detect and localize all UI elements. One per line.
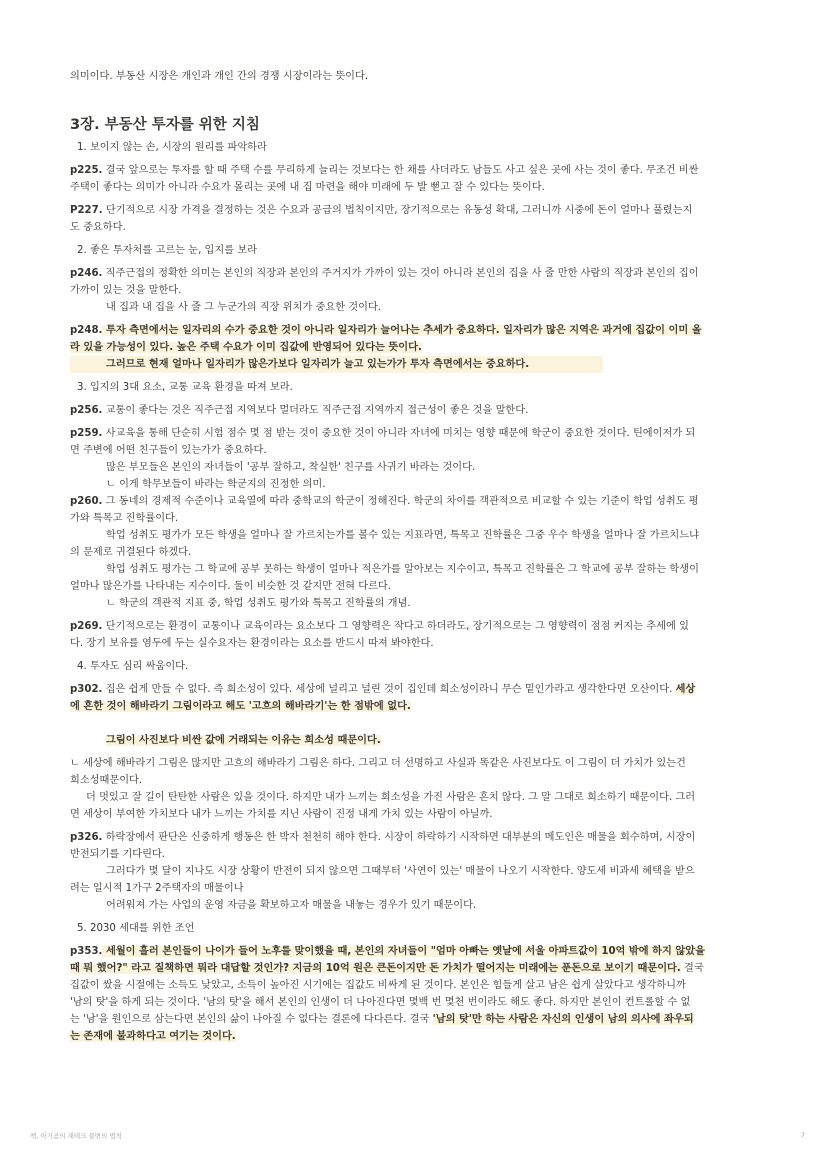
note-p326: p326. 하락장에서 판단은 신중하게 행동은 한 박자 천천히 해야 한다. 시장이 하락하기 시작하면 대부분의 메도인은 매물을 회수하며, 시장이: [70, 832, 696, 843]
note-text: ㄴ 세상에 해바라기 그림은 많지만 고흐의 해바라기 그림은 하다. 그리고 더 선명하고 사실과 똑같은 사진보다도 이 그림이 더 가치가 있는건: [70, 758, 686, 769]
note-text: 많은 부모들은 본인의 자녀들이 '공부 잘하고, 착실한' 친구를 사귀기 바라는 것이다.: [106, 462, 476, 473]
note-text: 의 문제로 귀결된다 하겠다.: [70, 547, 192, 558]
note-p302: p302. 집은 쉽게 만들 수 없다. 즉 희소성이 있다. 세상에 널리고 널린 것이 집인데 희소성이라니 무슨 밑인가라고 생각한다면 오산이다. 세상: [70, 684, 696, 695]
note-text: 얼마나 많은가를 나타내는 지수이다. 둘이 비슷한 것 같지만 전혀 다르다.: [70, 581, 392, 592]
note-text: ㄴ 이게 학무보들이 바라는 학군지의 진정한 의미.: [106, 479, 326, 490]
section-heading-1: 1. 보이지 않는 손, 시장의 원리를 파악하라: [77, 142, 267, 153]
note-text: 가까이 있는 것을 말한다.: [70, 285, 182, 296]
note-text: ㄴ 학군의 객관적 지표 중, 학업 성취도 평가와 특목고 진학률의 개념.: [106, 598, 411, 609]
note-text: 주택이 좋다는 의미가 아니라 수요가 몰리는 곳에 내 집 마련을 해야 미래에 두 발 뻗고 잘 수 있다는 뜻이다.: [70, 182, 545, 193]
note-text-highlight: 라 있을 가능성이 있다. 높은 주택 수요가 이미 집값에 반영되어 있다는 뜻이다.: [70, 342, 422, 353]
note-p246: p246. 직주근접의 정확한 의미는 본인의 직장과 본인의 주거지가 가까이 있는 것이 아니라 본인의 집을 사 줄 만한 사람의 직장과 본인의 집이: [70, 268, 699, 279]
note-text: 내 집과 내 집을 사 줄 그 누군가의 직장 위치가 중요한 것이다.: [106, 302, 382, 313]
note-text: 면 세상이 부여한 가치보다 내가 느끼는 가치를 지닌 사람이 진정 내게 가치 있는 사람이 아닐까.: [70, 809, 493, 820]
note-text: 려는 일시적 1가구 2주택자의 매물이나: [70, 883, 244, 894]
section-heading-2: 2. 좋은 투자처를 고르는 눈, 입지를 보라: [77, 245, 258, 256]
note-text: 다. 장기 보유를 염두에 두는 실수요자는 환경이라는 요소를 반드시 따져 봐야한다.: [70, 638, 434, 649]
note-text: 가와 특목고 진학률이다.: [70, 513, 179, 524]
page-number: 7: [800, 1131, 805, 1139]
note-text: 집값이 쌌을 시절에는 소득도 낮았고, 소득이 높아진 시기에는 집값도 비싸게 된 것이다. 본인은 힘들게 살고 남은 쉽게 살았다고 생각하니까: [70, 980, 686, 991]
chapter-title: 3장. 부동산 투자를 위한 지침: [70, 117, 260, 133]
note-text-highlight: 때 뭐 했어?" 라고 질책하면 뭐라 대답할 것인가? 지금의 10억 원은 큰돈이지만 돈 가치가 떨어지는 미래에는 푼돈으로 보이기 때문이다.: [70, 963, 681, 974]
note-p353: p353. 세월이 흘러 본인들이 나이가 들어 노후를 맞이했을 때, 본인의 자녀들이 "엄마 아빠는 옛날에 서울 아파트값이 10억 밖에 하지 않았을: [70, 946, 705, 957]
note-p259: p259. 사교육을 통해 단순히 시험 점수 몇 점 받는 것이 중요한 것이 아니라 자녀에 미치는 영향 때문에 학군이 중요한 것이다. 틴에이저가 되: [70, 428, 696, 439]
note-p248: p248. 투자 측면에서는 일자리의 수가 중요한 것이 아니라 일자리가 늘어나는 추세가 중요하다. 일자리가 많은 지역은 과거에 집값이 이미 올: [70, 325, 702, 336]
note-p269: p269. 단기적으로는 환경이 교통이나 교육이라는 요소보다 그 영향력은 작다고 하더라도, 장기적으로는 그 영향력이 점점 커지는 추세에 있: [70, 621, 689, 632]
note-text-highlight: 그러므로 현재 얼마나 일자리가 많은가보다 일자리가 늘고 있는가가 투자 측면에서는 중요하다.: [70, 356, 603, 373]
footer-book-title: 책, 아기곰의 재테크 불변의 법칙: [30, 1132, 122, 1140]
note-text: 그러다가 몇 달이 지나도 시장 상황이 반전이 되지 않으면 그때부터 '사연이 있는' 매물이 나오기 시작한다. 양도세 비과세 혜택을 받으: [106, 866, 695, 877]
note-text: 희소성때문이다.: [70, 775, 143, 786]
note-text: 학업 성취도 평가가 모든 학생을 얼마나 잘 가르치는가를 볼수 있는 지표라면, 특목고 진학률은 그중 우수 학생을 얼마나 잘 가르치느냐: [106, 530, 699, 541]
note-text: 반전되기를 기다린다.: [70, 849, 166, 860]
note-p225: p225. 결국 앞으로는 투자를 할 때 주택 수를 무리하게 늘리는 것보다는 한 채를 사더라도 남들도 사고 싶은 곳에 사는 것이 좋다. 무조건 비싼: [70, 165, 699, 176]
note-text: 도 중요하다.: [70, 222, 126, 233]
note-p227: P227. 단기적으로 시장 가격을 결정하는 것은 수요과 공급의 법칙이지만, 장기적으로는 유동성 확대, 그러니까 시중에 돈이 얼마나 풀렸는지: [70, 205, 693, 216]
note-p256: p256. 교통이 좋다는 것은 직주근접 지역보다 멀더라도 직주근접 지역까지 접근성이 좋은 것을 말한다.: [70, 405, 529, 416]
note-p260: p260. 그 동네의 경제적 수준이나 교육열에 따라 중학교의 학군이 정해진다. 학군의 차이를 객관적으로 비교할 수 있는 기준이 학업 성취도 평: [70, 496, 699, 507]
note-text: 면 주변에 어떤 친구들이 있는가가 중요하다.: [70, 445, 267, 456]
section-heading-5: 5. 2030 세대를 위한 조언: [77, 923, 195, 934]
section-heading-4: 4. 투자도 심리 싸움이다.: [77, 661, 189, 672]
note-text: 는 '남'을 원인으로 삼는다면 본인의 삶이 나아질 수 없다는 결론에 다다른다. 결국: [70, 1014, 433, 1025]
note-text-highlight: 는 존재에 불과하다고 여기는 것이다.: [70, 1031, 236, 1042]
paragraph: 의미이다. 부동산 시장은 개인과 개인 간의 경쟁 시장이라는 뜻이다.: [70, 71, 369, 82]
document-body: 의미이다. 부동산 시장은 개인과 개인 간의 경쟁 시장이라는 뜻이다. 3장. 부동산 투자를 위한 지침 1. 보이지 않는 손, 시장의 원리를 파악하라 p225. 결국 앞으로는 투자를 할 때 주택 수를 무리하게 늘리는 것보다는 한 채를 사더라도 남들도 사고 싶은 곳에 사는 것이 좋다. 무조건 비싼 주택이 좋다는 의미가 아니라 수요가 몰리는 곳에 내 집 마련을 해야 미래에 두 발 뻗고 잘 수 있다는 뜻이다. P227. 단기적으로 시장 가격을 결정하는 것은 수요과 공급의 법칙이지만, 장기적으로는 유동성 확대, 그러니까 시중에 돈이 얼마나 풀렸는지 도 중요하다. 2. 좋은 투자처를 고르는 눈, 입지를 보라 p246. 직주근접의 정확한 의미는 본인의 직장과 본인의 주거지가 가까이 있는 것이 아니라 본인의 집을 사 줄 만한 사람의 직장과 본인의 집이 가까이 있는 것을 말한다. 내 집과 내 집을 사 줄 그 누군가의 직장 위치가 중요한 것이다. p248. 투자 측면에서는 일자리의 수가 중요한 것이 아니라 일자리가 늘어나는 추세가 중요하다. 일자리가 많은 지역은 과거에 집값이 이미 올 라 있을 가능성이 있다. 높은 주택 수요가 이미 집값에 반영되어 있다는 뜻이다. 그러므로 현재 얼마나 일자리가 많은가보다 일자리가 늘고 있는가가 투자 측면에서는 중요하다. 3. 입지의 3대 요소, 교통 교육 환경을 따져 보라. p256. 교통이 좋다는 것은 직주근접 지역보다 멀더라도 직주근접 지역까지 접근성이 좋은 것을 말한다. p259. 사교육을 통해 단순히 시험 점수 몇 점 받는 것이 중요한 것이 아니라 자녀에 미치는 영향 때문에 학군이 중요한 것이다. 틴에이저가 되 면 주변에 어떤 친구들이 있는가가 중요하다. 많은 부모들은 본인의 자녀들이 '공부 잘하고, 착실한' 친구를 사귀기 바라는 것이다. ㄴ 이게 학무보들이 바라는 학군지의 진정한 의미. p260. 그 동네의 경제적 수준이나 교육열에 따라 중학교의 학군이 정해진다. 학군의 차이를 객관적으로 비교할 수 있는 기준이 학업 성취도 평 가와 특목고 진학률이다. 학업 성취도 평가가 모든 학생을 얼마나 잘 가르치는가를 볼수 있는 지표라면, 특목고 진학률은 그중 우수 학생을 얼마나 잘 가르치느냐 의 문제로 귀결된다 하겠다. 학업 성취도 평가는 그 학교에 공부 못하는 학생이 얼마나 적은가를 알아보는 지수이고, 특목고 진학률은 그 학교에 공부 잘하는 학생이 얼마나 많은가를 나타내는 지수이다. 둘이 비슷한 것 같지만 전혀 다르다. ㄴ 학군의 객관적 지표 중, 학업 성취도 평가와 특목고 진학률의 개념. p269. 단기적으로는 환경이 교통이나 교육이라는 요소보다 그 영향력은 작다고 하더라도, 장기적으로는 그 영향력이 점점 커지는 추세에 있 다. 장기 보유를 염두에 두는 실수요자는 환경이라는 요소를 반드시 따져 봐야한다. 4. 투자도 심리 싸움이다. p302. 집은 쉽게 만들 수 없다. 즉 희소성이 있다. 세상에 널리고 널린 것이 집인데 희소성이라니 무슨 밑인가라고 생각한다면 오산이다. 세상 에 흔한 것이 해바라기 그림이라고 해도 '고흐의 해바라기'는 한 점밖에 없다. 그림이 사진보다 비싼 값에 거래되는 이유는 희소성 때문이다. ㄴ 세상에 해바라기 그림은 많지만 고흐의 해바라기 그림은 하다. 그리고 더 선명하고 사실과 똑같은 사진보다도 이 그림이 더 가치가 있는건 희소성때문이다. 더 멋있고 잘 길이 탄탄한 사람은 있을 것이다. 하지만 내가 느끼는 희소성을 가진 사람은 흔치 않다. 그 말 그대로 희소하기 때문이다. 그러 면 세상이 부여한 가치보다 내가 느끼는 가치를 지닌 사람이 진정 내게 가치 있는 사람이 아닐까. p326. 하락장에서 판단은 신중하게 행동은 한 박자 천천히 해야 한다. 시장이 하락하기 시작하면 대부분의 메도인은 매물을 회수하며, 시장이 반전되기를 기다린다. 그러다가 몇 달이 지나도 시장 상황이 반전이 되지 않으면 그때부터 '사연이 있는' 매물이 나오기 시작한다. 양도세 비과세 혜택을 받으 려는 일시적 1가구 2주택자의 매물이나 어려워져 가는 사업의 운영 자금을 확보하고자 매물을 내놓는 경우가 있기 때문이다. 5. 2030 세대를 위한 조언 p353. 세월이 흘러 본인들이 나이가 들어 노후를 맞이했을 때, 본인의 자녀들이 "엄마 아빠는 옛날에 서울 아파트값이 10억 밖에 하지 않았을 때 뭐 했어?" 라고 질책하면 뭐라 대답할 것인가? 지금의 10억 원은 큰돈이지만 돈 가치가 떨어지는 미래에는 푼돈으로 보이기 때문이다. 결국 집값이 쌌을 시절에는 소득도 낮았고, 소득이 높아진 시기에는 집값도 비싸게 된 것이다. 본인은 힘들게 살고 남은 쉽게 살았다고 생각하니까 '남의 탓'을 하게 되는 것이다. '남의 탓'을 해서 본인의 인생이 더 나아진다면 몇백 번 몇천 번이라도 해도 좋다. 하지만 본인이 컨트롤할 수 없 는 '남'을 원인으로 삼는다면 본인의 삶이 나아질 수 없다는 결론에 다다른다. 결국 '남의 탓'만 하는 사람은 자신의 인생이 남의 의사에 좌우되 는 존재에 불과하다고 여기는 것이다.: [70, 68, 760, 1045]
note-text: 더 멋있고 잘 길이 탄탄한 사람은 있을 것이다. 하지만 내가 느끼는 희소성을 가진 사람은 흔치 않다. 그 말 그대로 희소하기 때문이다. 그러: [86, 792, 696, 803]
note-text-highlight: 그림이 사진보다 비싼 값에 거래되는 이유는 희소성 때문이다.: [106, 735, 381, 746]
note-text: '남의 탓'을 하게 되는 것이다. '남의 탓'을 해서 본인의 인생이 더 나아진다면 몇백 번 몇천 번이라도 해도 좋다. 하지만 본인이 컨트롤할 수 없: [70, 997, 691, 1008]
note-text: 학업 성취도 평가는 그 학교에 공부 못하는 학생이 얼마나 적은가를 알아보는 지수이고, 특목고 진학률은 그 학교에 공부 잘하는 학생이: [106, 564, 699, 575]
note-text-highlight: '남의 탓'만 하는 사람은 자신의 인생이 남의 의사에 좌우되: [432, 1014, 694, 1025]
note-text: 어려워져 가는 사업의 운영 자금을 확보하고자 매물을 내놓는 경우가 있기 때문이다.: [106, 900, 477, 911]
section-heading-3: 3. 입지의 3대 요소, 교통 교육 환경을 따져 보라.: [77, 382, 293, 393]
note-text-highlight: 에 흔한 것이 해바라기 그림이라고 해도 '고흐의 해바라기'는 한 점밖에 없다.: [70, 701, 411, 712]
